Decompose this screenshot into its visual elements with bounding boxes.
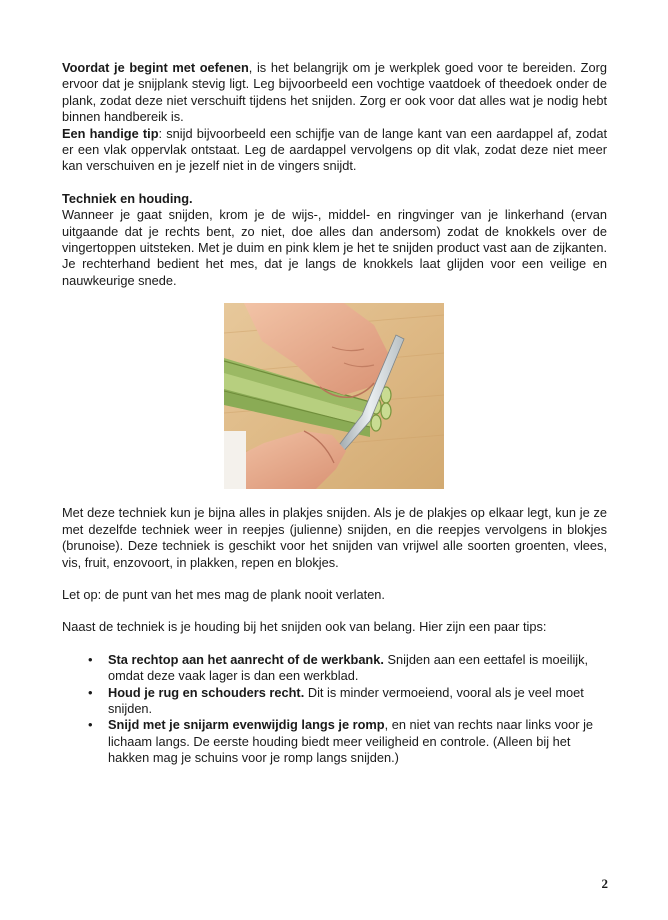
cutting-technique-photo <box>224 303 444 489</box>
posture-intro: Naast de techniek is je houding bij het snijden ook van belang. Hier zijn een paar tips: <box>62 619 547 635</box>
tip-2-bold: Houd je rug en schouders recht. <box>108 684 305 700</box>
page-number: 2 <box>601 876 608 891</box>
tip-paragraph <box>62 126 607 175</box>
tip-3-bold: Snijd met je snijarm evenwijdig langs je romp <box>108 717 385 733</box>
list-item <box>108 652 607 685</box>
technique-paragraph: Wanneer je gaat snijden, krom je de wijs-, middel- en ringvinger van je linkerhand (ervan uitgaande dat je rechts bent, zo niet, doe alles dan andersom) zodat de knokkels over de vingertoppen uitsteken. Met je duim en pink klem je het te snijden product vast aan de zijkanten. Je rechterhand bedient het mes, dat je langs de knokkels laat glijden voor een veilige en nauwkeurige snede. <box>62 207 607 288</box>
intro-paragraph <box>62 60 607 126</box>
tip-bold: Een handige tip <box>62 125 159 141</box>
tip-2-text: Dit is minder vermoeiend, vooral als je veel moet snijden. <box>108 684 584 716</box>
tip-1-bold: Sta rechtop aan het aanrecht of de werkbank. <box>108 651 384 667</box>
warning-text: Let op: de punt van het mes mag de plank nooit verlaten. <box>62 586 385 602</box>
document-page <box>62 60 607 767</box>
list-item <box>108 685 607 718</box>
intro-bold: Voordat je begint met oefenen <box>62 60 249 75</box>
technique-heading <box>62 191 607 207</box>
posture-tips-list <box>62 652 607 767</box>
intro-text: , is het belangrijk om je werkplek goed voor te bereiden. Zorg ervoor dat je snijplank stevig ligt. Leg bijvoorbeeld een vochtige vaatdoek of theedoek onder de plank, zodat deze niet verschuift tijdens het snijden. Zorg er ook voor dat alles wat je nodig hebt binnen handbereik is. <box>62 60 607 125</box>
tip-1-text: Snijden aan een eettafel is moeilijk, omdat deze vaak lager is dan een werkblad. <box>108 651 589 684</box>
list-item <box>108 717 607 766</box>
technique-heading-text: Techniek en houding. <box>62 190 193 206</box>
tip-3-text: , en niet van rechts naar links voor je lichaam langs. De eerste houding biedt meer veiligheid en controle. (Alleen bij het hakken mag je schuins voor je romp langs snijden.) <box>108 717 594 766</box>
after-image-paragraph: Met deze techniek kun je bijna alles in plakjes snijden. Als je de plakjes op elkaar legt, kun je ze met dezelfde techniek weer in reepjes (julienne) snijden, en die reepjes vervolgens in blokjes (brunoise). Deze techniek is geschikt voor het snijden van vrijwel alle soorten groenten, vlees, vis, fruit, enzovoort, in plakken, repen en blokjes. <box>62 505 607 570</box>
tip-text: : snijd bijvoorbeeld een schijfje van de lange kant van een aardappel af, zodat er een vlak oppervlak ontstaat. Leg de aardappel vervolgens op dit vlak, zodat deze niet meer kan verschuiven en je jezelf niet in de vingers snijdt. <box>62 125 608 174</box>
